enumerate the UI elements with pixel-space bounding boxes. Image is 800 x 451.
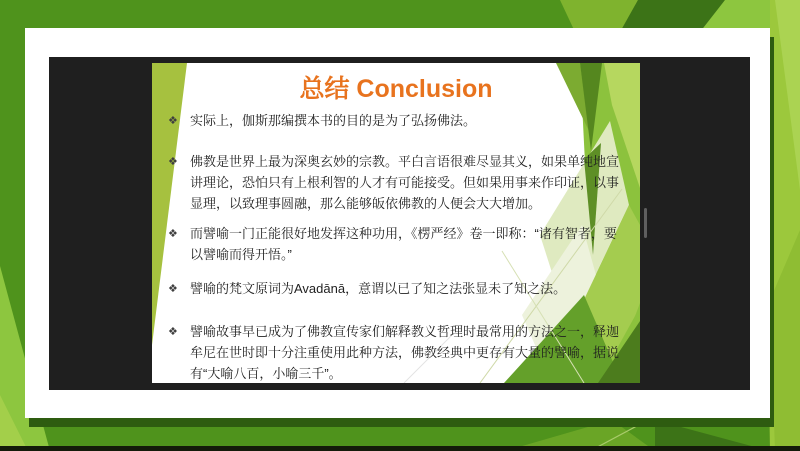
bullet-item (168, 151, 624, 214)
bullet-text: 佛教是世界上最为深奥玄妙的宗教。平白言语很难尽显其义，如果单纯地宣讲理论，恐怕只有上根利智的人才有可能接受。但如果用事来作印证，以事显理，以致理事圆融，那么能够皈依佛教的人便会大大增加。 (190, 154, 620, 211)
bullet-text: 譬喻的梵文原词为Avadānā，意谓以已了知之法张显未了知之法。 (190, 281, 567, 296)
presentation-screen (49, 57, 750, 390)
bullet-text: 而譬喻一门正能很好地发挥这种功用，《楞严经》卷一即称：“诸有智者，要以譬喻而得开悟。” (190, 226, 617, 262)
bullet-text: 实际上，伽斯那编撰本书的目的是为了弘扬佛法。 (190, 113, 477, 128)
bullet-item (168, 223, 624, 265)
slide-title: 总结 Conclusion (299, 75, 493, 103)
diamond-bullet-icon: ❖ (168, 326, 178, 338)
scrollbar-thumb[interactable] (644, 208, 647, 238)
diamond-bullet-icon: ❖ (168, 115, 178, 127)
viewer-card (25, 28, 770, 418)
slide[interactable] (152, 63, 640, 383)
bullet-item (168, 278, 624, 300)
diamond-bullet-icon: ❖ (168, 156, 178, 168)
diamond-bullet-icon: ❖ (168, 228, 178, 240)
bullet-list (168, 110, 624, 383)
bullet-item (168, 110, 624, 132)
bullet-item (168, 321, 624, 383)
bullet-text: 譬喻故事早已成为了佛教宣传家们解释教义哲理时最常用的方法之一，释迦牟尼在世时即十分注重使用此种方法，佛教经典中更存有大量的譬喻，据说有“大喻八百，小喻三千”。 (190, 324, 620, 381)
diamond-bullet-icon: ❖ (168, 283, 178, 295)
